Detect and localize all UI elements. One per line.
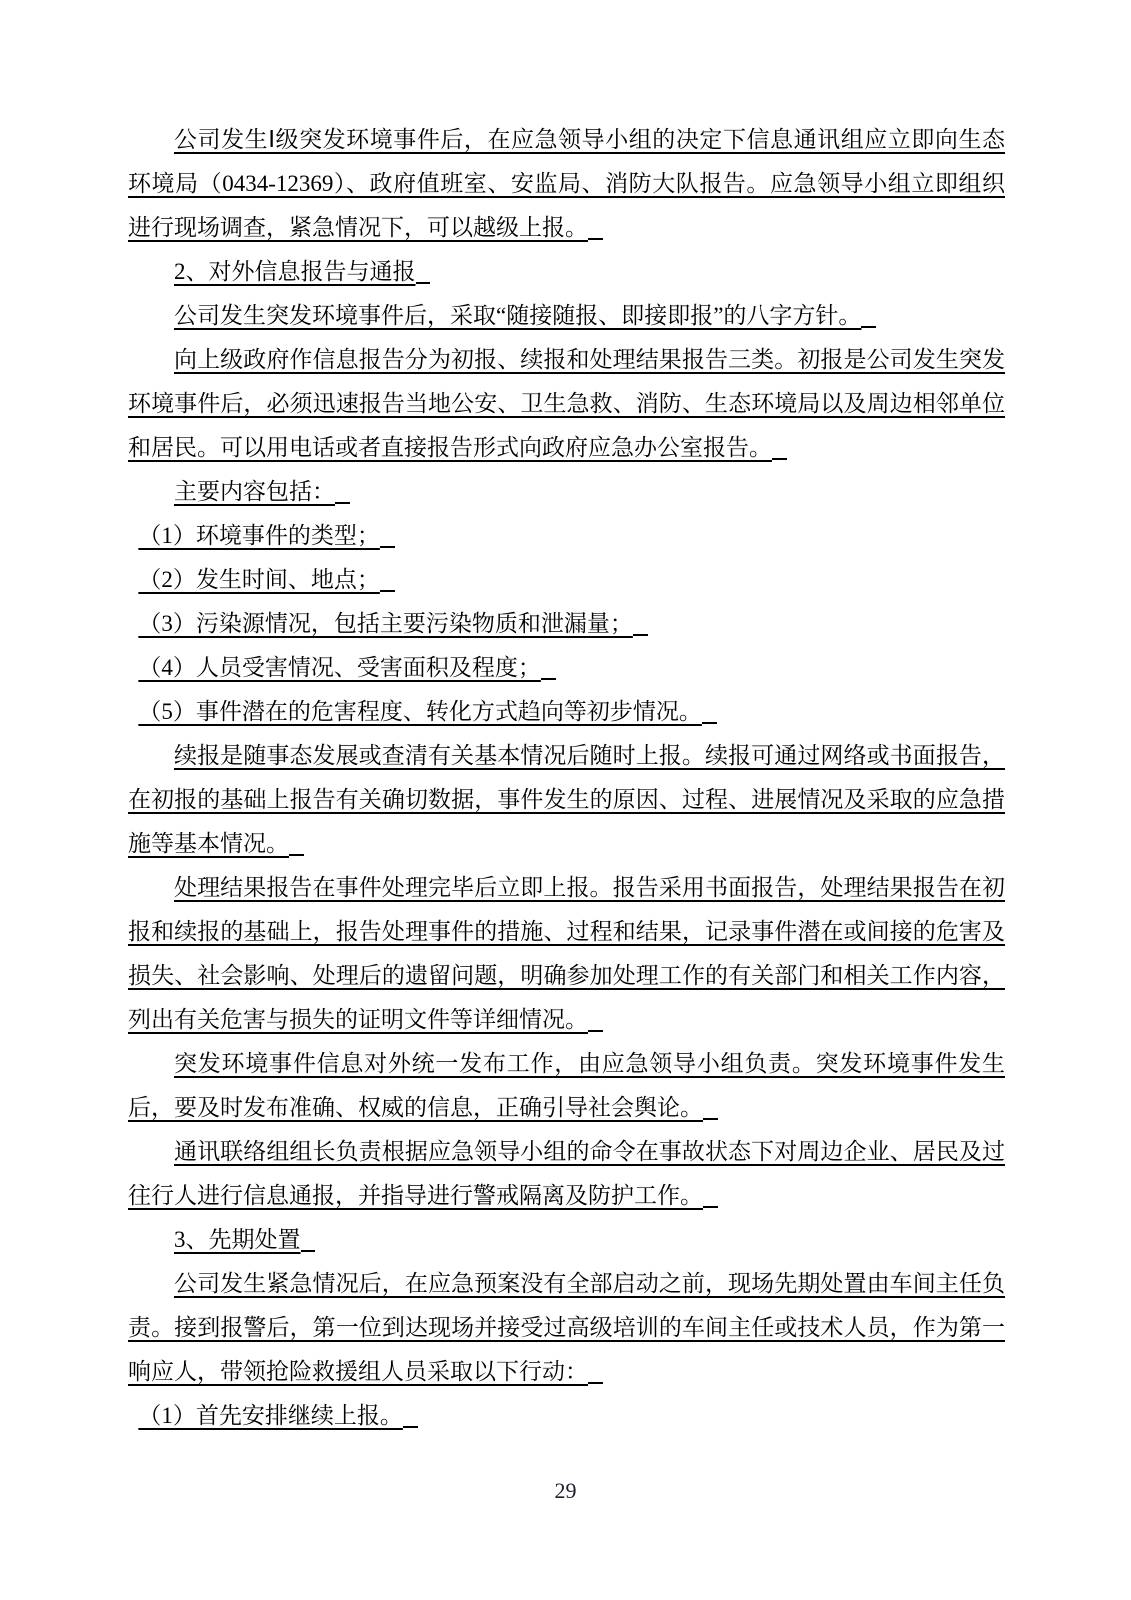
- underline-tail: [541, 669, 556, 681]
- paragraph-text: 主要内容包括：: [174, 479, 335, 504]
- underline-tail: [702, 713, 717, 725]
- paragraph-text: 公司发生突发环境事件后，采取“随接随报、即接即报”的八字方针。: [174, 303, 862, 328]
- paragraph-text: 通讯联络组组长负责根据应急领导小组的命令在事故状态下对周边企业、居民及过往行人进行信息通报，并指导进行警戒隔离及防护工作。: [128, 1139, 1005, 1208]
- list-item-text: （5）事件潜在的危害程度、转化方式趋向等初步情况。: [138, 699, 702, 724]
- body-paragraph: [128, 470, 1005, 514]
- body-paragraph: [128, 734, 1005, 866]
- paragraph-text: 处理结果报告在事件处理完毕后立即上报。报告采用书面报告，处理结果报告在初报和续报的基础上，报告处理事件的措施、过程和结果，记录事件潜在或间接的危害及损失、社会影响、处理后的遗留问题，明确参加处理工作的有关部门和相关工作内容，列出有关危害与损失的证明文件等详细情况。: [128, 875, 1005, 1032]
- underline-tail: [703, 1109, 718, 1121]
- list-item-text: （1）环境事件的类型；: [138, 523, 380, 548]
- list-item-text: （2）发生时间、地点；: [138, 567, 380, 592]
- numbered-list-item: [128, 646, 1005, 690]
- paragraph-text: 突发环境事件信息对外统一发布工作，由应急领导小组负责。突发环境事件发生后，要及时发布准确、权威的信息，正确引导社会舆论。: [128, 1051, 1005, 1120]
- list-item-text: （4）人员受害情况、受害面积及程度；: [138, 655, 541, 680]
- underline-tail: [289, 845, 304, 857]
- body-paragraph: [128, 1262, 1005, 1394]
- list-item-text: （3）污染源情况，包括主要污染物质和泄漏量；: [138, 611, 633, 636]
- body-paragraph: [128, 294, 1005, 338]
- underline-tail: [633, 625, 648, 637]
- underline-tail: [301, 1241, 316, 1253]
- heading-text: 2、对外信息报告与通报: [174, 259, 416, 284]
- numbered-list-item: [128, 602, 1005, 646]
- body-paragraph: [128, 118, 1005, 250]
- numbered-list-item: [128, 1394, 1005, 1438]
- numbered-list-item: [128, 558, 1005, 602]
- body-paragraph: [128, 1042, 1005, 1130]
- underline-tail: [772, 449, 787, 461]
- list-item-text: （1）首先安排继续上报。: [138, 1403, 403, 1428]
- paragraph-text: 向上级政府作信息报告分为初报、续报和处理结果报告三类。初报是公司发生突发环境事件后，必须迅速报告当地公安、卫生急救、消防、生态环境局以及周边相邻单位和居民。可以用电话或者直接报告形式向政府应急办公室报告。: [128, 347, 1005, 460]
- underline-tail: [588, 1021, 603, 1033]
- heading-text: 3、先期处置: [174, 1227, 301, 1252]
- numbered-list-item: [128, 514, 1005, 558]
- paragraph-text: 公司发生Ⅰ级突发环境事件后，在应急领导小组的决定下信息通讯组应立即向生态环境局（0434-12369）、政府值班室、安监局、消防大队报告。应急领导小组立即组织进行现场调查，紧急情况下，可以越级上报。: [128, 127, 1005, 240]
- underline-tail: [380, 537, 395, 549]
- underline-tail: [380, 581, 395, 593]
- page-number: 29: [554, 1478, 577, 1503]
- numbered-list-item: [128, 690, 1005, 734]
- document-body: [128, 118, 1005, 1438]
- paragraph-text: 续报是随事态发展或查清有关基本情况后随时上报。续报可通过网络或书面报告，在初报的基础上报告有关确切数据，事件发生的原因、过程、进展情况及采取的应急措施等基本情况。: [128, 743, 1005, 856]
- body-paragraph: [128, 866, 1005, 1042]
- underline-tail: [335, 493, 350, 505]
- underline-tail: [703, 1197, 718, 1209]
- section-heading: [128, 250, 1005, 294]
- underline-tail: [861, 317, 876, 329]
- underline-tail: [588, 229, 603, 241]
- underline-tail: [416, 273, 431, 285]
- underline-tail: [588, 1373, 603, 1385]
- underline-tail: [403, 1417, 418, 1429]
- body-paragraph: [128, 338, 1005, 470]
- paragraph-text: 公司发生紧急情况后，在应急预案没有全部启动之前，现场先期处置由车间主任负责。接到报警后，第一位到达现场并接受过高级培训的车间主任或技术人员，作为第一响应人，带领抢险救援组人员采取以下行动：: [128, 1271, 1005, 1384]
- body-paragraph: [128, 1130, 1005, 1218]
- section-heading: [128, 1218, 1005, 1262]
